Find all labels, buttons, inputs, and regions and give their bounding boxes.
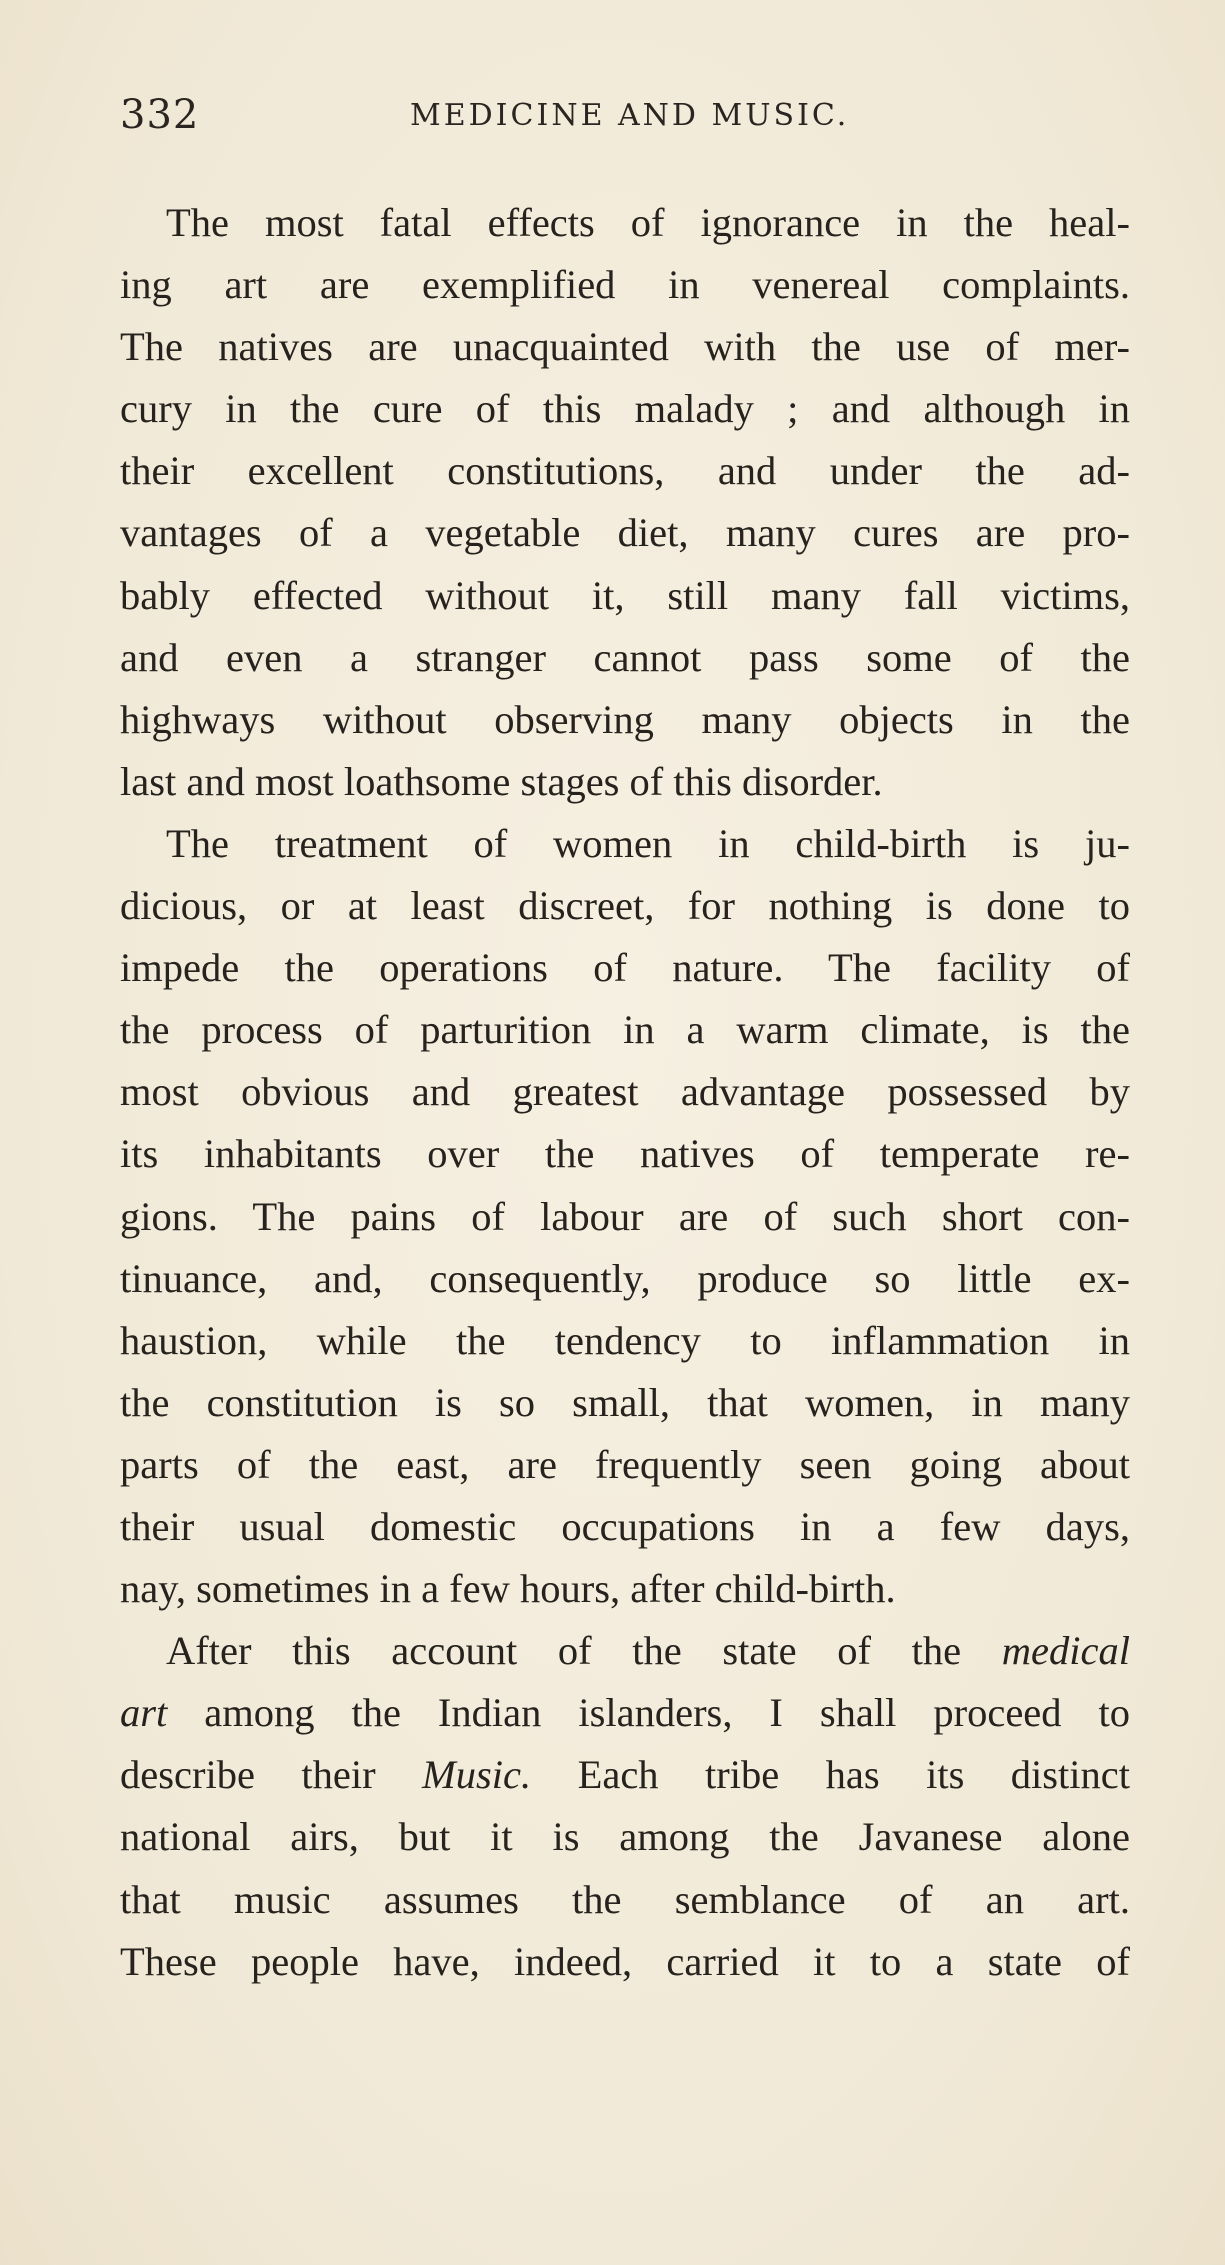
text-line: parts of the east, are frequently seen going about bbox=[120, 1441, 1130, 1487]
text-line: bably effected without it, still many fall victims, bbox=[120, 572, 1130, 618]
text-segment: describe their bbox=[120, 1752, 376, 1798]
text-line: vantages of a vegetable diet, many cures are pro- bbox=[120, 510, 1130, 556]
text-line: its inhabitants over the natives of temperate re- bbox=[120, 1131, 1130, 1177]
text-line bbox=[120, 1682, 1130, 1744]
italic-term: medical bbox=[1001, 1628, 1130, 1674]
text-line: These people have, indeed, carried it to a state of bbox=[120, 1938, 1130, 1984]
text-line: highways without observing many objects in the bbox=[120, 696, 1130, 742]
text-line: gions. The pains of labour are of such short con- bbox=[120, 1193, 1130, 1239]
text-line: tinuance, and, consequently, produce so little ex- bbox=[120, 1255, 1130, 1301]
text-line: and even a stranger cannot pass some of the bbox=[120, 634, 1130, 680]
text-line: that music assumes the semblance of an art. bbox=[120, 1876, 1130, 1922]
page-header bbox=[120, 92, 1120, 152]
text-line: the constitution is so small, that women, in many bbox=[120, 1379, 1130, 1425]
text-line: impede the operations of nature. The facility of bbox=[120, 945, 1130, 991]
page-number: 332 bbox=[120, 92, 200, 138]
text-line: dicious, or at least discreet, for nothing is done to bbox=[120, 883, 1130, 929]
text-line: haustion, while the tendency to inflammation in bbox=[120, 1317, 1130, 1363]
text-line: national airs, but it is among the Javanese alone bbox=[120, 1814, 1130, 1860]
text-line bbox=[120, 1620, 1130, 1682]
text-line: The natives are unacquainted with the use of mer- bbox=[120, 324, 1130, 370]
running-head: MEDICINE AND MUSIC. bbox=[410, 98, 850, 133]
text-segment: Each tribe has its distinct bbox=[577, 1752, 1131, 1798]
text-line: most obvious and greatest advantage possessed by bbox=[120, 1069, 1130, 1115]
italic-term: Music. bbox=[422, 1752, 532, 1798]
text-line bbox=[120, 1744, 1130, 1806]
text-line: last and most loathsome stages of this disorder. bbox=[120, 758, 883, 804]
text-segment: After this account of the state of the bbox=[166, 1628, 962, 1674]
text-line: The most fatal effects of ignorance in the heal- bbox=[166, 200, 1130, 245]
text-line: their usual domestic occupations in a few days, bbox=[120, 1503, 1130, 1549]
text-line: ing art are exemplified in venereal complaints. bbox=[120, 262, 1130, 308]
text-line: The treatment of women in child-birth is ju- bbox=[166, 820, 1130, 866]
body-text bbox=[120, 192, 1130, 1993]
italic-term: art bbox=[120, 1690, 168, 1736]
text-line: cury in the cure of this malady ; and although in bbox=[120, 386, 1130, 432]
text-line: the process of parturition in a warm climate, is the bbox=[120, 1007, 1130, 1053]
text-segment: among the Indian islanders, I shall proceed to bbox=[204, 1690, 1131, 1736]
text-line: their excellent constitutions, and under the ad- bbox=[120, 448, 1130, 494]
text-line: nay, sometimes in a few hours, after child-birth. bbox=[120, 1566, 896, 1612]
